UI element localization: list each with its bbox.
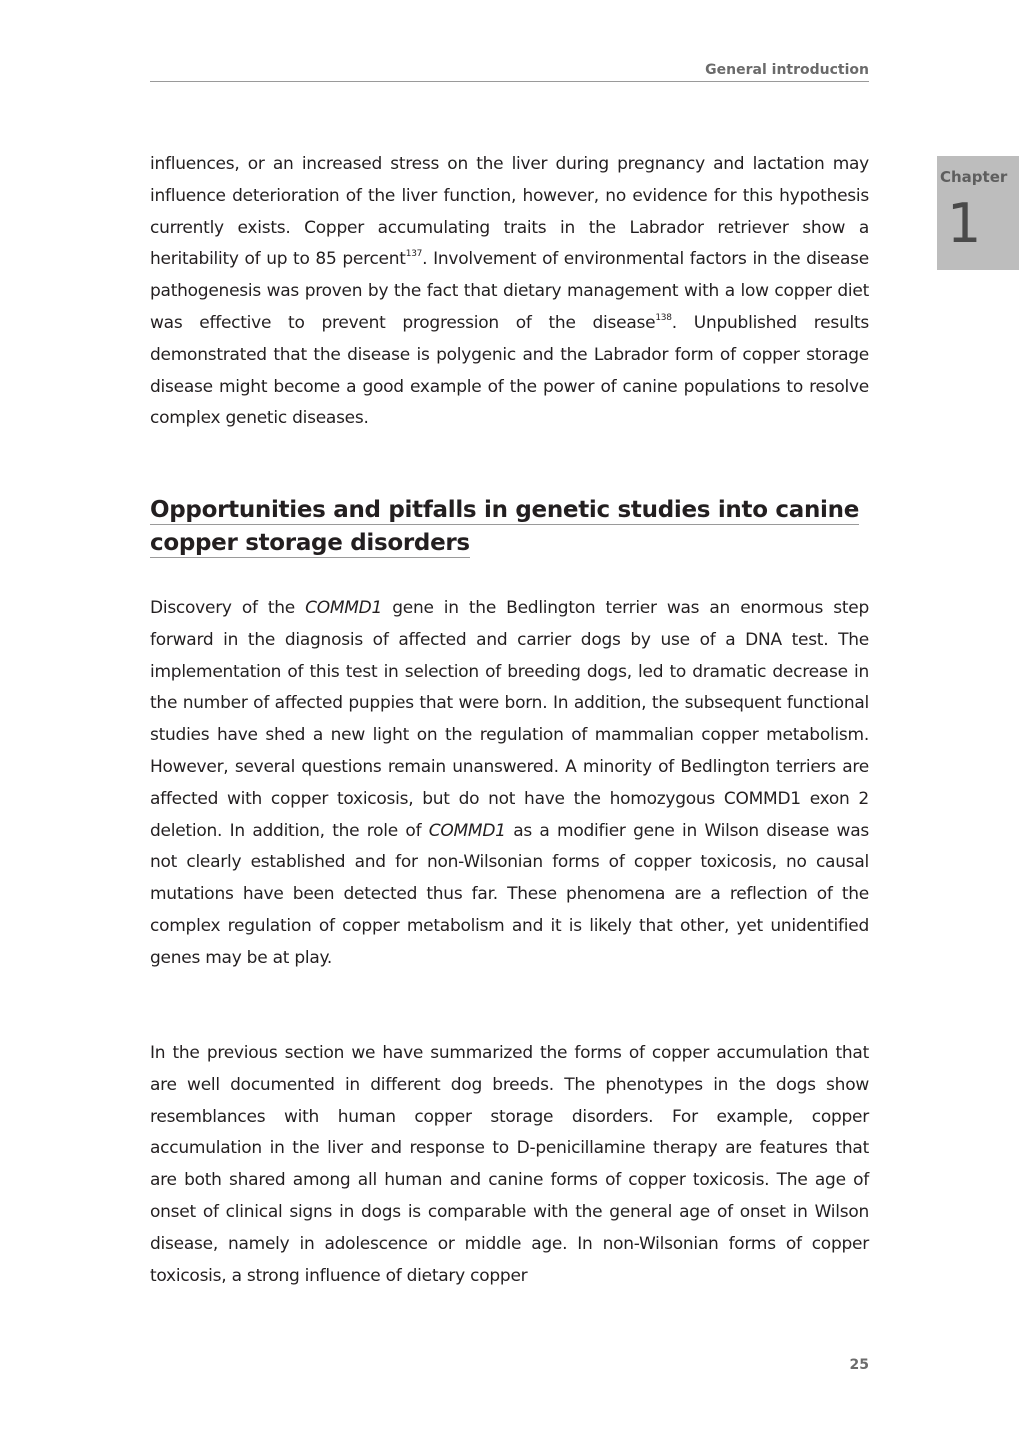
paragraph-2-text-b: gene in the Bedlington terrier was an enormous step forward in the diagnosis of affected and carrier dogs by use of a DNA test. The implementation of this test in selection of breeding dogs, led to dramatic decrease in the number of affected puppies that were born. In addition, the subsequent functional studies have shed a new light on the regulation of mammalian copper metabolism. However, several questions remain unanswered. A minority of Bedlington terriers are affected with copper toxicosis, but do not have the homozygous COMMD1 exon 2 deletion. In addition, the role of [150, 598, 869, 841]
section-heading [150, 494, 869, 560]
paragraph-1-text-a: influences, or an increased stress on the liver during pregnancy and lactation may influence deterioration of the liver function, however, no evidence for this hypothesis currently exists. Copper accumulating traits in the Labrador retriever show a heritability of up to 85 percent [150, 154, 869, 270]
body-paragraph-1 [150, 149, 869, 435]
gene-name-commd1: COMMD1 [305, 598, 383, 618]
section-heading-line-2: copper storage disorders [150, 530, 470, 556]
page-number: 25 [849, 1357, 869, 1373]
paragraph-2-text-c: as a modifier gene in Wilson disease was not clearly established and for non-Wilsonian forms of copper toxicosis, no causal mutations have been detected thus far. These phenomena are a reflection of the complex regulation of copper metabolism and it is likely that other, yet unidentified genes may be at play. [150, 820, 869, 968]
chapter-tab [937, 156, 1019, 270]
body-paragraph-3 [150, 1038, 869, 1292]
reference-137: 137 [405, 249, 423, 260]
paragraph-1-text-c: . Unpublished results demonstrated that the disease is polygenic and the Labrador form of copper storage disease might become a good example of the power of canine populations to resolve complex genetic diseases. [150, 312, 869, 429]
paragraph-1-text-b: . Involvement of environmental factors in the disease pathogenesis was proven by the fact that dietary management with a low copper diet was effective to prevent progression of the disease [150, 249, 869, 333]
gene-name-commd1-second: COMMD1 [428, 820, 506, 841]
chapter-number: 1 [947, 192, 982, 255]
running-header-title: General introduction [705, 62, 869, 78]
body-paragraph-2 [150, 593, 869, 975]
paragraph-2-text-a: Discovery of the [150, 598, 306, 618]
running-header [150, 60, 869, 82]
chapter-label: Chapter [940, 168, 1008, 186]
paragraph-3-text: In the previous section we have summarized the forms of copper accumulation that are well documented in different dog breeds. The phenotypes in the dogs show resemblances with human copper storage disorders. For example, copper accumulation in the liver and response to D-penicillamine therapy are features that are both shared among all human and canine forms of copper toxicosis. The age of onset of clinical signs in dogs is comparable with the general age of onset in Wilson disease, namely in adolescence or middle age. In non-Wilsonian forms of copper toxicosis, a strong influence of dietary copper [150, 1043, 869, 1286]
reference-138: 138 [655, 312, 672, 323]
section-heading-line-1: Opportunities and pitfalls in genetic studies into canine [150, 497, 859, 523]
